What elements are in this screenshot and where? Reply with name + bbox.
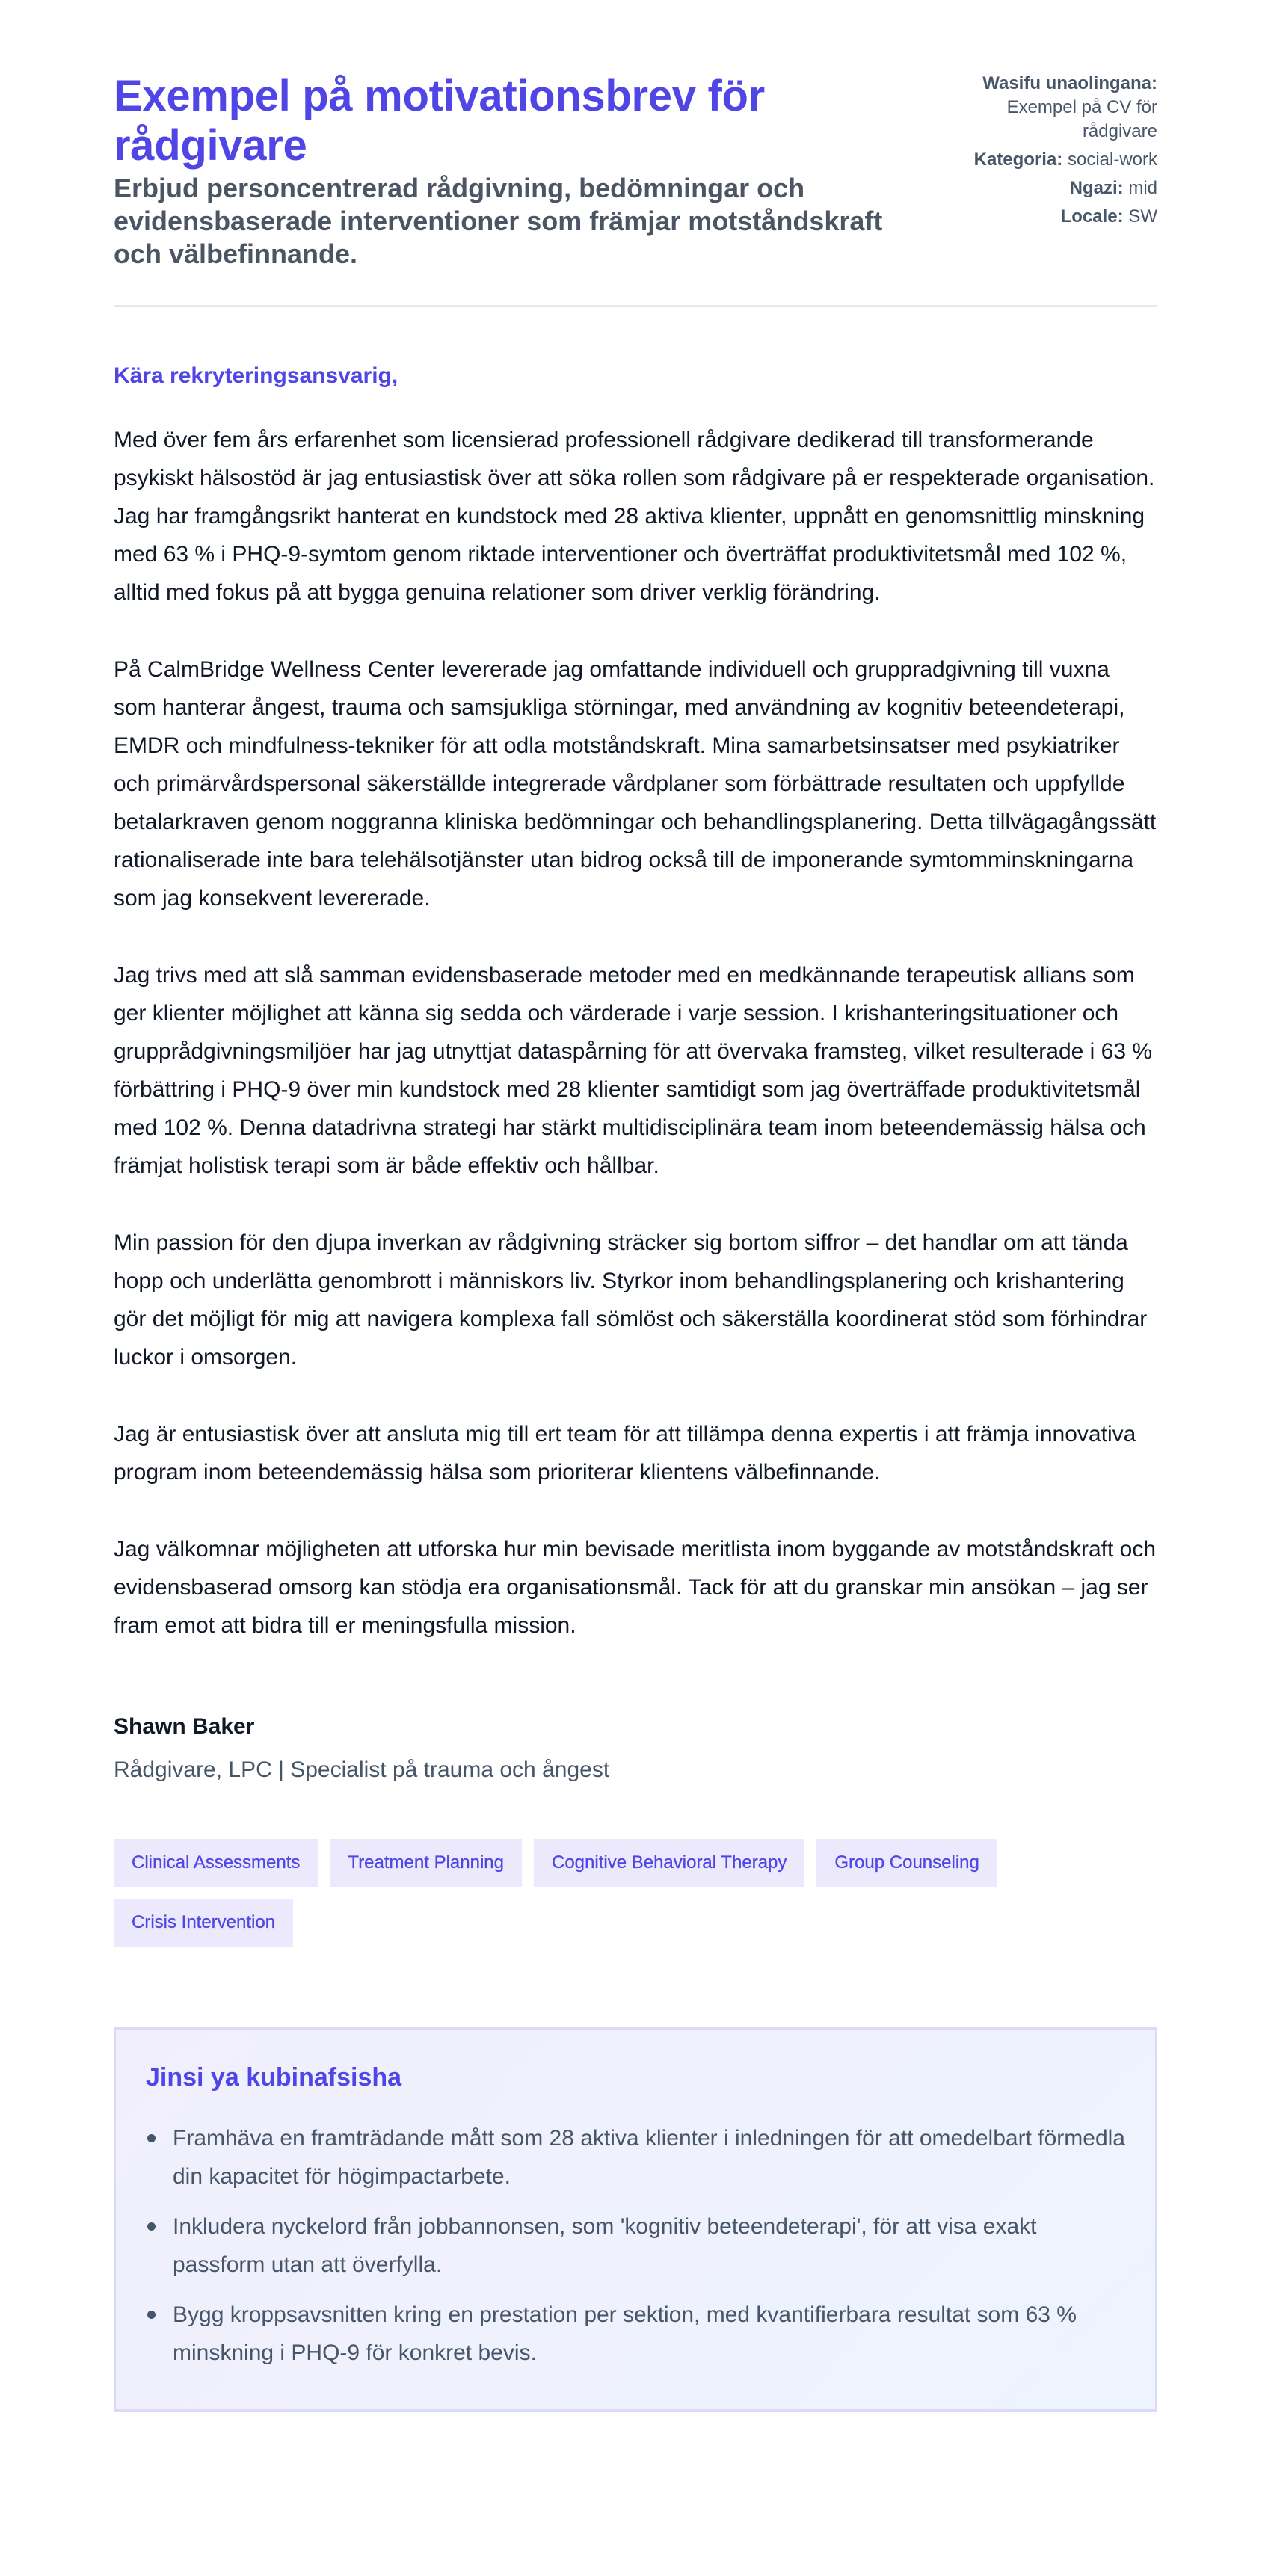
tips-title: Jinsi ya kubinafsisha (146, 2063, 402, 2092)
meta-value: SW (1128, 206, 1157, 227)
meta-value: Exempel på CV för rådgivare (1006, 97, 1157, 141)
letter-paragraph: Min passion för den djupa inverkan av rådgivning sträcker sig bortom siffror – det handlar om att tända hopp och underlätta genombrott i människors liv. Styrkor inom behandlingsplanering och krishantering gör det möjligt för mig att navigera komplexa fall sömlöst och säkerställa koordinerat stöd som förhindrar luckor i omsorgen. (114, 1230, 1148, 1369)
tips-item (146, 2207, 1125, 2284)
meta-value: mid (1128, 178, 1157, 198)
signature-block (114, 1712, 1157, 1785)
skill-tags (114, 1839, 1108, 1947)
meta-panel (933, 72, 1157, 233)
meta-label: Ngazi: (1069, 178, 1124, 198)
customization-tips-box (114, 2027, 1157, 2412)
tips-item (146, 2296, 1125, 2372)
bullet-icon (147, 2311, 156, 2319)
bullet-icon (147, 2134, 156, 2142)
letter-paragraph: På CalmBridge Wellness Center levererade jag omfattande individuell och gruppradgivning till vuxna som hanterar ångest, trauma och samsjukliga störningar, med användning av kognitiv beteendeterapi, EMDR och mindfulness-tekniker för att odla motståndskraft. Mina samarbetsinsatser med psykiatriker och primärvårdspersonal säkerställde integrerade vårdplaner som förbättrade resultaten och uppfyllde betalarkraven genom noggranna kliniska bedömningar och behandlingsplanering. Detta tillvägagångssätt rationaliserade inte bara telehälsotjänster utan bidrog också till de imponerande symtomminskningarna som jag konsekvent levererade. (114, 657, 1157, 910)
meta-category (933, 148, 1157, 172)
meta-label: Wasifu unaolingana: (982, 73, 1157, 93)
page-title: Exempel på motivationsbrev för rådgivare (114, 72, 765, 170)
tips-item (146, 2119, 1125, 2196)
tips-item-text: Inkludera nyckelord från jobbannonsen, som 'kognitiv beteendeterapi', för att visa exakt passform utan att överfylla. (173, 2214, 1037, 2277)
meta-label: Locale: (1060, 206, 1124, 227)
tips-item-text: Bygg kroppsavsnitten kring en prestation per sektion, med kvantifierbara resultat som 63 % minskning i PHQ-9 för konkret bevis. (173, 2302, 1077, 2365)
letter-body (114, 361, 1157, 1785)
letter-paragraph: Jag trivs med att slå samman evidensbaserade metoder med en medkännande terapeutisk allians som ger klienter möjlighet att känna sig sedda och värderade i varje session. I krishanteringsituationer och grupprådgivningsmiljöer har jag utnyttjat dataspårning för att övervaka framsteg, vilket resulterade i 63 % förbättring i PHQ-9 över min kundstock med 28 klienter samtidigt som jag överträffade produktivitetsmål med 102 %. Denna datadrivna strategi har stärkt multidisciplinära team inom beteendemässig hälsa och främjat holistisk terapi som är både effektiv och hållbar. (114, 963, 1153, 1178)
meta-related-resume (933, 72, 1157, 144)
meta-label: Kategoria: (973, 150, 1063, 170)
skill-tag: Crisis Intervention (114, 1899, 293, 1947)
header-titles (114, 72, 914, 271)
meta-locale (933, 205, 1157, 229)
skill-tag: Cognitive Behavioral Therapy (534, 1839, 804, 1887)
page-header (114, 72, 1157, 307)
skill-tag: Group Counseling (816, 1839, 997, 1887)
page-subtitle: Erbjud personcentrerad rådgivning, bedömningar och evidensbaserade interventioner som främjar motståndskraft och välbefinnande. (114, 173, 883, 269)
meta-value: social-work (1067, 150, 1157, 170)
skill-tag: Clinical Assessments (114, 1839, 318, 1887)
letter-greeting: Kära rekryteringsansvarig, (114, 363, 398, 388)
signature-name: Shawn Baker (114, 1714, 255, 1739)
letter-paragraph: Med över fem års erfarenhet som licensierad professionell rådgivare dedikerad till transformerande psykiskt hälsostöd är jag entusiastisk över att söka rollen som rådgivare på er respekterade organisation. Jag har framgångsrikt hanterat en kundstock med 28 aktiva klienter, uppnått en genomsnittlig minskning med 63 % i PHQ-9-symtom genom riktade interventioner och överträffat produktivitetsmål med 102 %, alltid med fokus på att bygga genuina relationer som driver verklig förändring. (114, 428, 1155, 605)
letter-paragraph: Jag välkomnar möjligheten att utforska hur min bevisade meritlista inom byggande av motståndskraft och evidensbaserad omsorg kan stödja era organisationsmål. Tack för att du granskar min ansökan – jag ser fram emot att bidra till er meningsfulla mission. (114, 1537, 1157, 1638)
bullet-icon (147, 2222, 156, 2231)
skill-tag: Treatment Planning (330, 1839, 522, 1887)
signature-title: Rådgivare, LPC | Specialist på trauma och ångest (114, 1757, 610, 1782)
tips-list (146, 2119, 1125, 2372)
letter-paragraph: Jag är entusiastisk över att ansluta mig till ert team för att tillämpa denna expertis i att främja innovativa program inom beteendemässig hälsa som prioriterar klientens välbefinnande. (114, 1422, 1136, 1485)
tips-item-text: Framhäva en framträdande mått som 28 aktiva klienter i inledningen för att omedelbart förmedla din kapacitet för högimpactarbete. (173, 2126, 1125, 2189)
meta-level (933, 176, 1157, 200)
